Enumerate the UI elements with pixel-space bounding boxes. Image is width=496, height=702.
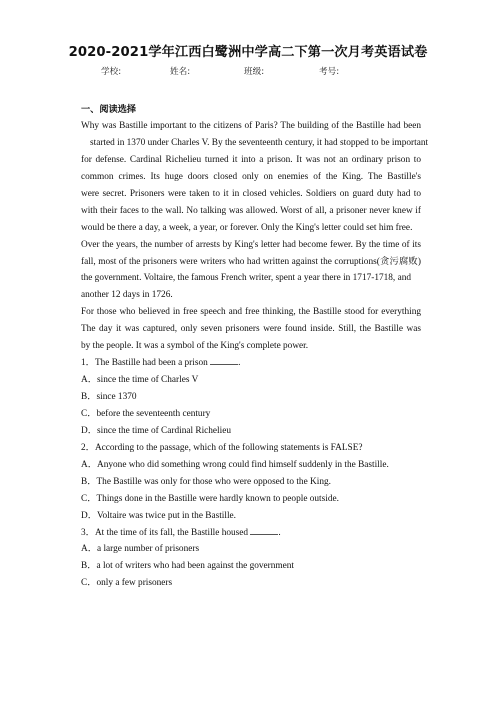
- option-a: A．a large number of prisoners: [81, 544, 200, 555]
- option-c: C．Things done in the Bastille were hardly known to people outside.: [81, 493, 339, 504]
- question-stem-end: .: [278, 527, 281, 538]
- option-b: B．The Bastille was only for those who were opposed to the King.: [81, 476, 331, 487]
- document-body: [81, 118, 429, 592]
- question-3: [81, 525, 421, 593]
- answer-blank: [210, 356, 238, 365]
- option-b: B．a lot of writers who had been against the government: [81, 561, 294, 572]
- option-d: D．Voltaire was twice put in the Bastille.: [81, 510, 237, 521]
- answer-blank: [250, 526, 278, 535]
- passage-line: started in 1370 under Charles V. By the seventeenth century, it had stopped to be important: [90, 137, 429, 148]
- passage-line: common crimes. Its huge doors closed only on enemies of the King. The Bastille's: [81, 171, 421, 182]
- passage-line: another 12 days in 1726.: [81, 290, 173, 301]
- reading-passage: [81, 118, 429, 355]
- school-field-label: 学校:: [101, 67, 122, 77]
- section-heading: 一、阅读选择: [81, 104, 137, 115]
- option-c: C．only a few prisoners: [81, 578, 173, 589]
- document-title: 2020-2021学年江西白鹭洲中学高二下第一次月考英语试卷: [68, 45, 428, 60]
- exam-number-field-label: 考号:: [319, 67, 340, 77]
- question-stem: [81, 525, 421, 542]
- question-2: [81, 440, 421, 525]
- passage-line: for defense. Cardinal Richelieu turned it into a prison. It was not an ordinary prison to: [81, 154, 421, 165]
- passage-line: were secret. Prisoners were taken to it in closed vehicles. Soldiers on guard duty had to: [81, 188, 421, 199]
- name-field-label: 姓名:: [170, 67, 191, 77]
- passage-line: For those who believed in free speech and free thinking, the Bastille stood for everything: [81, 307, 421, 318]
- passage-line: Over the years, the number of arrests by King's letter had become fewer. By the time of its: [81, 239, 421, 250]
- passage-line: with their faces to the wall. No talking was allowed. Worst of all, a prisoner never knew if: [81, 205, 421, 216]
- question-stem: [81, 355, 421, 372]
- option-b: B．since 1370: [81, 392, 137, 402]
- option-c: C．before the seventeenth century: [81, 408, 211, 419]
- question-stem-end: .: [238, 358, 241, 369]
- option-a: A．since the time of Charles V: [81, 375, 199, 386]
- passage-line: by the people. It was a symbol of the King's complete power.: [81, 341, 309, 352]
- passage-line: the government. Voltaire, the famous French writer, spent a year there in 1717-1718, and: [81, 273, 412, 284]
- passage-line: fall, most of the prisoners were writers who had written against the corruptions(贪污腐败): [81, 256, 421, 267]
- passage-line: Why was Bastille important to the citizens of Paris? The building of the Bastille had been: [81, 121, 421, 131]
- passage-line: The day it was captured, only seven prisoners were found inside. Still, the Bastille was: [81, 324, 421, 335]
- question-stem: 2．According to the passage, which of the following statements is FALSE?: [81, 442, 363, 453]
- option-d: D．since the time of Cardinal Richelieu: [81, 425, 231, 436]
- option-a: A．Anyone who did something wrong could find himself suddenly in the Bastille.: [81, 459, 389, 470]
- question-stem-text: 3．At the time of its fall, the Bastille housed: [81, 527, 249, 538]
- class-field-label: 班级:: [244, 67, 265, 77]
- question-1: [81, 355, 421, 440]
- passage-line: would be there a day, a week, a year, or forever. Only the King's letter could set him free.: [81, 222, 413, 233]
- question-stem-text: 1．The Bastille had been a prison: [81, 358, 208, 369]
